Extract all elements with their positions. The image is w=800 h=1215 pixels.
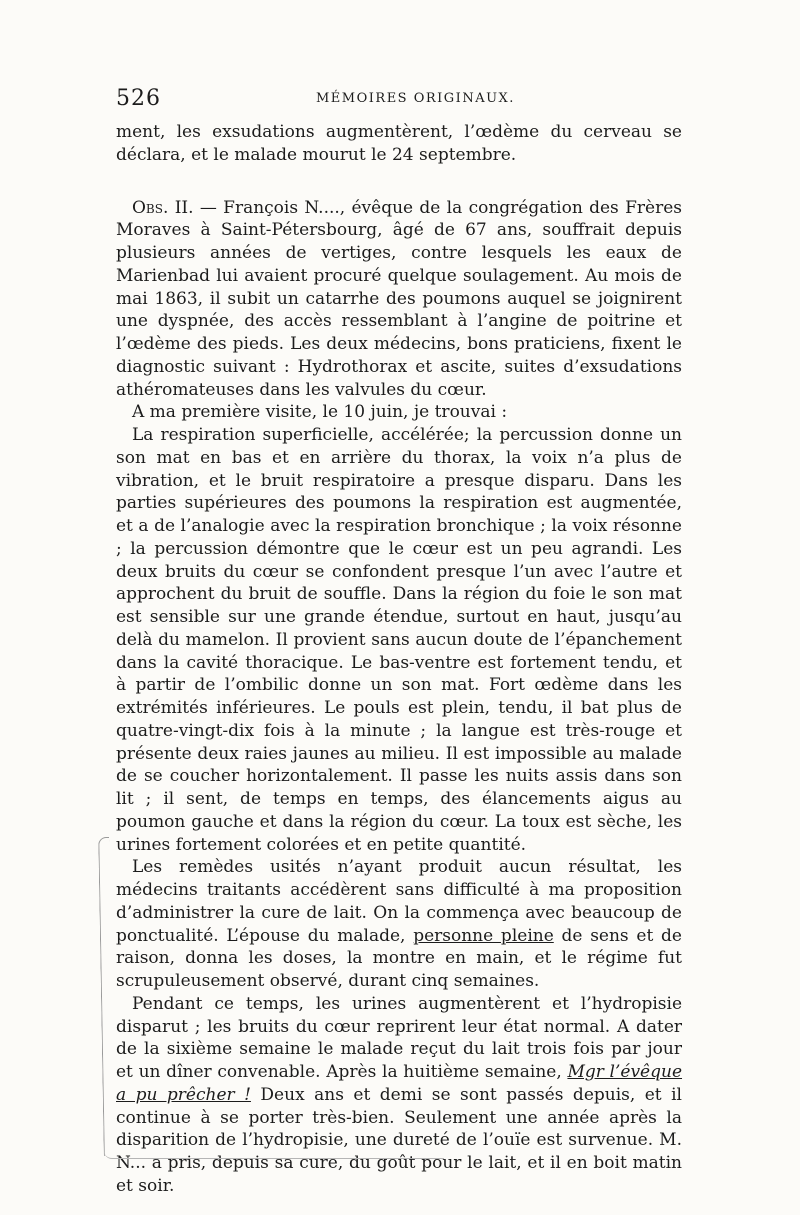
margin-bracket-mark: [98, 837, 115, 1156]
treatment-text-a: Les remèdes usités n’ayant produit aucun résultat, les médecins traitants accédèrent sans difficulté à ma proposition d’administrer la cure de lait. On la commença avec beaucoup de ponctualité. L’épouse du malade,: [116, 857, 682, 946]
paragraph-findings: La respiration superficielle, accélérée; la percussion donne un son mat en bas et en arrière du thorax, la voix n’a plus de vibration, et le bruit respiratoire a presque disparu. Dans les parties supérieures des poumons la respiration est augmentée, et a de l’analogie avec la respiration bronchique ; la voix résonne ; la percussion démontre que le cœur est un peu agrandi. Les deux bruits du cœur se confondent presque l’un avec l’autre et approchent du bruit de souffle. Dans la région du foie le son mat est sensible sur une grande étendue, surtout en haut, jusqu’au delà du mamelon. Il provient sans aucun doute de l’épanchement dans la cavité thoracique. Le bas-ventre est fortement tendu, et à partir de l’ombilic donne un son mat. Fort œdème dans les extrémités inférieures. Le pouls est plein, tendu, il bat plus de quatre-vingt-dix fois à la minute ; la langue est très-rouge et présente deux raies jaunes au milieu. Il est impossible au malade de se coucher horizontalement. Il passe les nuits assis dans son lit ; il sent, de temps en temps, des élancements aigus au poumon gauche et dans la région du cœur. La toux est sèche, les urines fortement colorées et en petite quantité.: [116, 425, 682, 855]
paragraph-treatment: [116, 856, 682, 993]
paragraph-continuation: ment, les exsudations augmentèrent, l’œdème du cerveau se déclara, et le malade mourut le 24 septembre.: [116, 122, 682, 165]
page-number: 526: [116, 86, 161, 111]
body-text: [116, 121, 682, 1198]
treatment-text-b: de sens et de raison, donna les doses, la montre en main, et le régime fut scrupuleusement observé, durant cinq semaines.: [116, 925, 682, 991]
outcome-text-a: Pendant ce temps, les urines augmentèrent et l’hydropisie disparut ; les bruits du cœur reprirent leur état normal. A dater de la sixième semaine le malade reçut du lait trois fois par jour et un dîner convenable. Après la huitième semaine,: [116, 993, 682, 1082]
outcome-text-b: Deux ans et demi se sont passés depuis, et il continue à se porter très-bien. Seulement une année après la disparition de l’hydropisie, une dureté de l’ouïe est survenue. M. N... a pris, depuis sa cure, du goût pour le lait, et il en boit matin et soir.: [116, 1084, 682, 1196]
section-gap: [116, 167, 682, 197]
paragraph-first-visit: A ma première visite, le 10 juin, je trouvai :: [132, 402, 508, 423]
paragraph-observation-2: [116, 197, 682, 402]
italic-quote: Mgr l’évêque a pu prêcher !: [116, 1062, 683, 1105]
observation-text: — François N...., évêque de la congrégation des Frères Moraves à Saint-Pétersbourg, âgé de 67 ans, souffrait depuis plusieurs années de vertiges, contre lesquels les eaux de Marienbad lui avaient procuré quelque soulagement. Au mois de mai 1863, il subit un catarrhe des poumons auquel se joignirent une dyspnée, des accès ressemblant à l’angine de poitrine et l’œdème des pieds. Les deux médecins, bons praticiens, fixent le diagnostic suivant : Hydrothorax et ascite, suites d’exsudations athéromateuses dans les valvules du cœur.: [116, 197, 682, 400]
paragraph-outcome: [116, 993, 682, 1198]
margin-underline-mark: [104, 1150, 444, 1159]
page-header: [116, 86, 676, 116]
observation-label: Obs. II.: [132, 197, 194, 218]
running-head: MÉMOIRES ORIGINAUX.: [316, 91, 515, 106]
underlined-phrase: personne pleine: [413, 925, 554, 946]
